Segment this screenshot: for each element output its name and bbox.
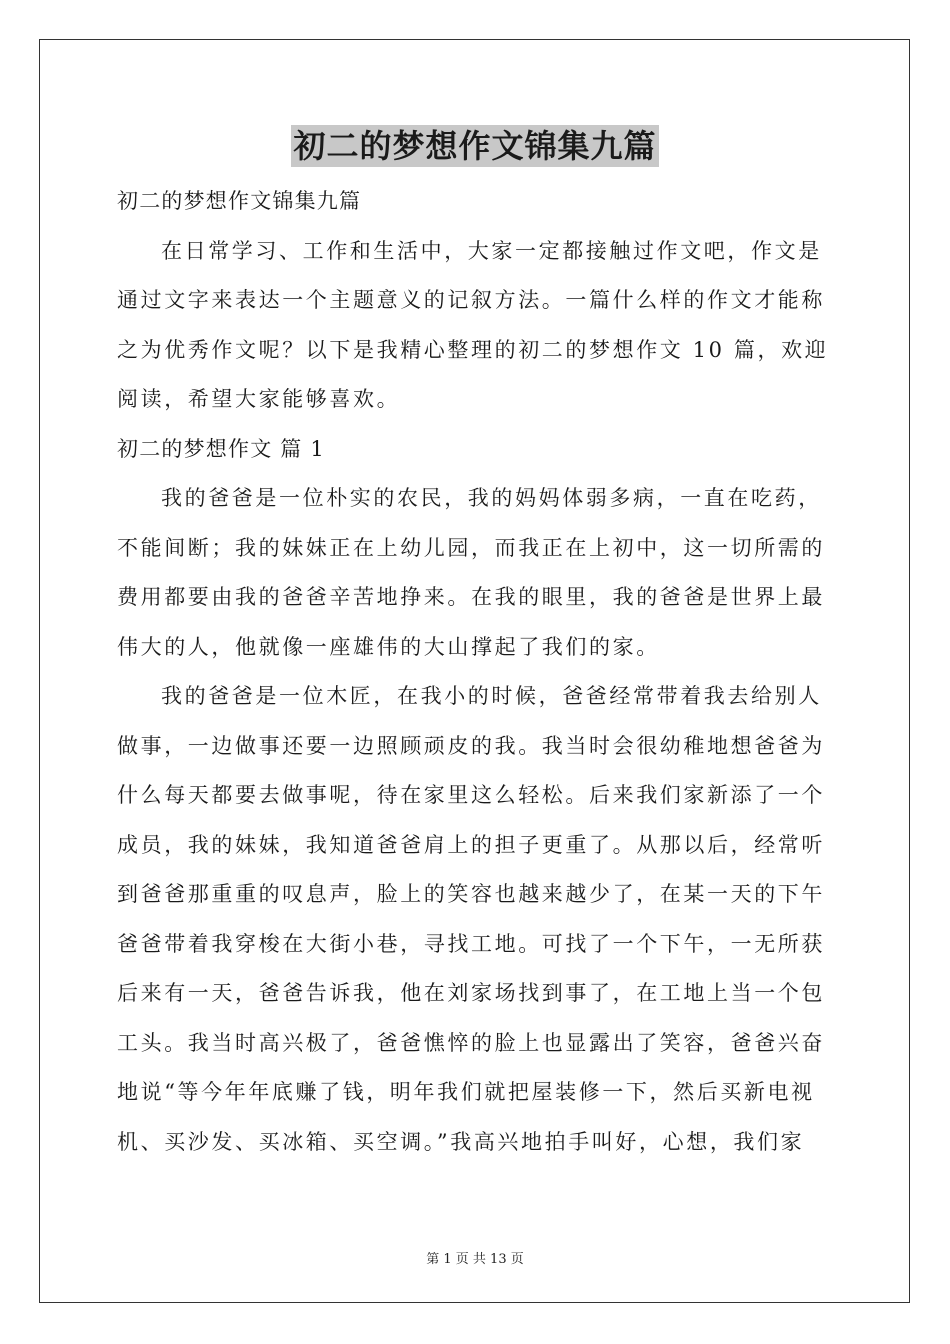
paragraph-line: 伟大的人，他就像一座雄伟的大山撑起了我们的家。 (117, 634, 660, 659)
page-number-footer: 第 1 页 共 13 页 (426, 1252, 524, 1267)
paragraph-line: 阅读，希望大家能够喜欢。 (117, 387, 401, 411)
paragraph-line: 通过文字来表达一个主题意义的记叙方法。一篇什么样的作文才能称 (117, 288, 825, 312)
paragraph-line: 什么每天都要去做事呢，待在家里这么轻松。后来我们家新添了一个 (117, 783, 825, 807)
paragraph-2 (117, 672, 837, 1167)
title-container (0, 125, 950, 167)
intro-paragraph (117, 227, 837, 425)
paragraph-line: 费用都要由我的爸爸辛苦地挣来。在我的眼里，我的爸爸是世界上最 (117, 585, 825, 609)
paragraph-line: 后来有一天，爸爸告诉我，他在刘家场找到事了，在工地上当一个包 (117, 981, 825, 1005)
paragraph-1 (117, 474, 837, 672)
paragraph-line: 我的爸爸是一位朴实的农民，我的妈妈体弱多病，一直在吃药， (161, 486, 822, 510)
document-title: 初二的梦想作文锦集九篇 (293, 127, 657, 165)
paragraph-line: 之为优秀作文呢？以下是我精心整理的初二的梦想作文 10 篇，欢迎 (117, 337, 829, 362)
paragraph-line: 地说“等今年年底赚了钱，明年我们就把屋装修一下，然后买新电视 (117, 1080, 815, 1104)
paragraph-line: 到爸爸那重重的叹息声，脸上的笑容也越来越少了，在某一天的下午 (117, 882, 825, 906)
paragraph-line: 爸爸带着我穿梭在大街小巷，寻找工地。可找了一个下午，一无所获 (117, 931, 825, 956)
paragraph-line: 在日常学习、工作和生活中，大家一定都接触过作文吧，作文是 (161, 238, 822, 263)
paragraph-line: 工头。我当时高兴极了，爸爸憔悴的脸上也显露出了笑容，爸爸兴奋 (117, 1030, 825, 1055)
paragraph-line: 我的爸爸是一位木匠，在我小的时候，爸爸经常带着我去给别人 (161, 684, 822, 708)
paragraph-line: 成员，我的妹妹，我知道爸爸肩上的担子更重了。从那以后，经常听 (117, 832, 825, 857)
paragraph-line: 机、买沙发、买冰箱、买空调。”我高兴地拍手叫好，心想，我们家 (117, 1129, 805, 1154)
paragraph-line: 不能间断；我的妹妹正在上幼儿园，而我正在上初中，这一切所需的 (117, 535, 825, 560)
document-body (117, 177, 837, 1167)
section-heading: 初二的梦想作文 篇 1 (117, 436, 325, 461)
document-subtitle: 初二的梦想作文锦集九篇 (117, 189, 362, 213)
paragraph-line: 做事，一边做事还要一边照顾顽皮的我。我当时会很幼稚地想爸爸为 (117, 733, 825, 758)
